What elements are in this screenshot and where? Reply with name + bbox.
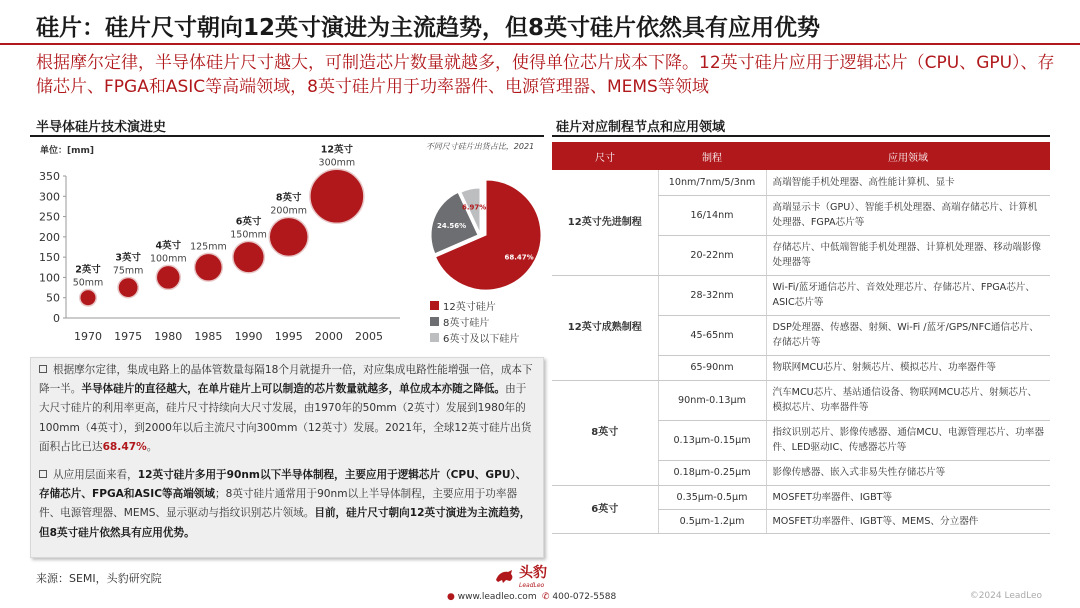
y-tick-label: 200: [39, 230, 60, 244]
pie-chart: [415, 170, 545, 300]
node-cell: 10nm/7nm/5/3nm: [658, 170, 766, 195]
legend-swatch: [430, 333, 439, 342]
table-header-node: 制程: [658, 142, 766, 170]
y-tick-label: 50: [46, 291, 60, 305]
bubble-point: [156, 265, 180, 289]
chart-unit-label: 单位：[mm]: [40, 146, 94, 156]
y-tick-label: 0: [53, 312, 60, 325]
bubble-mm-label: 75mm: [112, 265, 144, 277]
website-link[interactable]: ● www.leadleo.com: [447, 592, 537, 602]
size-cell-12-advanced: 12英寸先进制程: [552, 170, 658, 275]
legend-swatch: [430, 317, 439, 326]
leopard-logo-icon: [495, 568, 515, 584]
legend-item-8inch: 8英寸硅片: [430, 314, 489, 329]
size-cell-6inch: 6英寸: [552, 485, 658, 533]
bubble-inch-label: 12英寸: [320, 144, 354, 156]
bubble-inch-label: 3英寸: [115, 252, 141, 264]
x-tick-label: 1975: [114, 330, 143, 343]
legend-swatch: [430, 301, 439, 310]
application-cell: MOSFET功率器件、IGBT等、MEMS、分立器件: [766, 509, 1050, 533]
application-cell: Wi-Fi/蓝牙通信芯片、音效处理芯片、存储芯片、FPGA芯片、ASIC芯片等: [766, 275, 1050, 315]
x-tick-label: 1985: [194, 330, 223, 343]
page-title: 硅片：硅片尺寸朝向12英寸演进为主流趋势，但8英寸硅片依然具有应用优势: [36, 15, 821, 41]
bubble-chart: [0, 144, 410, 360]
copyright-text: ©2024 LeadLeo: [969, 591, 1042, 601]
node-cell: 45-65nm: [658, 315, 766, 355]
x-tick-label: 1995: [274, 330, 303, 343]
application-cell: 高端显示卡（GPU）、智能手机处理器、高端存储芯片、计算机处理器、FGPA芯片等: [766, 195, 1050, 235]
application-cell: 物联网MCU芯片、射频芯片、模拟芯片、功率器件等: [766, 355, 1050, 380]
right-section-divider: [552, 135, 1050, 137]
pie-slice-label: 68.47%: [504, 253, 534, 262]
y-tick-label: 250: [39, 210, 60, 224]
pie-slice-label: 24.56%: [437, 222, 467, 231]
checkbox-bullet-icon: [39, 470, 47, 478]
bubble-point: [233, 241, 264, 273]
table-header-row: [552, 142, 1050, 170]
legend-item-6inch: 6英寸及以下硅片: [430, 330, 519, 345]
intro-text: 根据摩尔定律，半导体硅片尺寸越大，可制造芯片数量就越多，使得单位芯片成本下降。12英寸硅片应用于逻辑芯片（CPU、GPU）、存储芯片、FPGA和ASIC等高端领域，8英寸硅片用于功率器件、电源管理器、MEMS等领域: [36, 53, 1055, 97]
left-section-divider: [30, 135, 544, 137]
bubble-point: [195, 253, 223, 281]
bubble-point: [80, 289, 97, 306]
size-cell-8inch: 8英寸: [552, 380, 658, 485]
application-cell: 影像传感器、嵌入式非易失性存储芯片等: [766, 460, 1050, 485]
bubble-point: [310, 169, 364, 223]
x-tick-label: 1970: [74, 330, 102, 343]
node-cell: 28-32nm: [658, 275, 766, 315]
bubble-mm-label: 100mm: [149, 253, 187, 265]
bubble-mm-label: 200mm: [270, 205, 308, 217]
node-cell: 20-22nm: [658, 235, 766, 275]
checkbox-bullet-icon: [39, 365, 47, 373]
application-cell: 汽车MCU芯片、基站通信设备、物联网MCU芯片、射频芯片、模拟芯片、功率器件等: [766, 380, 1050, 420]
summary-paragraph-2: 从应用层面来看，12英寸硅片多用于90nm以下半导体制程，主要应用于逻辑芯片（CPU、GPU）、存储芯片、FPGA和ASIC等高端领域；8英寸硅片通常用于90nm以上半导体制程，主要应用于功率器件、电源管理器、MEMS、显示驱动与指纹识别芯片领域。目前，硅片尺寸朝向12英寸演进为主流趋势，但8英寸硅片依然具有应用优势。: [39, 469, 531, 539]
left-section-title: 半导体硅片技术演进史: [36, 120, 167, 135]
summary-textbox: [30, 357, 544, 558]
summary-paragraph-1: 根据摩尔定律，集成电路上的晶体管数量每隔18个月就提升一倍，对应集成电路性能增强一倍，成本下降一半。半导体硅片的直径越大，在单片硅片上可以制造的芯片数量就越多，单位成本亦随之降低。由于大尺寸硅片的利用率更高，硅片尺寸持续向大尺寸发展，由1970年的50mm（2英寸）发展到1980年的100mm（4英寸），到2000年以后主流尺寸向300mm（12英寸）发展。2021年，全球12英寸硅片出货面积占比已达68.47%。: [39, 364, 533, 453]
bubble-inch-label: 8英寸: [275, 192, 302, 204]
phone-icon: ✆: [542, 592, 550, 602]
application-cell: MOSFET功率器件、IGBT等: [766, 485, 1050, 509]
application-cell: 存储芯片、中低端智能手机处理器、计算机处理器、移动端影像处理器等: [766, 235, 1050, 275]
x-tick-label: 1980: [154, 330, 183, 343]
bubble-point: [269, 217, 308, 256]
size-cell-12-mature: 12英寸成熟制程: [552, 275, 658, 380]
table-row: [552, 485, 1050, 509]
bubble-mm-label: 50mm: [72, 277, 104, 289]
y-tick-label: 350: [39, 170, 60, 183]
y-tick-label: 300: [39, 190, 60, 204]
application-cell: DSP处理器、传感器、射频、Wi-Fi /蓝牙/GPS/NFC通信芯片、存储芯片等: [766, 315, 1050, 355]
bubble-inch-label: 6英寸: [235, 216, 262, 228]
application-cell: 高端智能手机处理器、高性能计算机、显卡: [766, 170, 1050, 195]
table-header-size: 尺寸: [552, 142, 658, 170]
brand-logo: [495, 562, 547, 589]
y-tick-label: 150: [39, 251, 60, 265]
globe-icon: ●: [447, 592, 455, 602]
bubble-mm-label: 300mm: [318, 157, 356, 169]
right-section-title: 硅片对应制程节点和应用领域: [556, 120, 726, 135]
table-row: [552, 380, 1050, 420]
x-tick-label: 2005: [355, 330, 383, 343]
bubble-inch-label: 4英寸: [155, 240, 182, 252]
bubble-point: [118, 277, 138, 297]
table-row: [552, 170, 1050, 195]
application-cell: 指纹识别芯片、影像传感器、通信MCU、电源管理芯片、功率器件、LED驱动IC、传感器芯片等: [766, 420, 1050, 460]
legend-item-12inch: 12英寸硅片: [430, 298, 496, 313]
x-tick-label: 2000: [314, 330, 343, 343]
pie-slice-label: 6.97%: [461, 203, 487, 212]
pie-chart-title: 不同尺寸硅片出货占比，2021: [425, 142, 535, 151]
node-cell: 90nm-0.13μm: [658, 380, 766, 420]
node-cell: 0.13μm-0.15μm: [658, 420, 766, 460]
node-cell: 0.5μm-1.2μm: [658, 509, 766, 533]
table-row: [552, 275, 1050, 315]
phone-contact: ✆ 400-072-5588: [542, 592, 617, 602]
node-cell: 0.18μm-0.25μm: [658, 460, 766, 485]
brand-name: 头豹: [519, 565, 547, 581]
table-header-application: 应用领域: [766, 142, 1050, 170]
source-note: 来源：SEMI，头豹研究院: [36, 572, 162, 585]
y-tick-label: 100: [39, 271, 60, 285]
title-divider: [0, 43, 1080, 45]
bubble-inch-label: 2英寸: [75, 264, 101, 276]
bubble-mm-label: 150mm: [230, 229, 267, 241]
bubble-mm-label: 125mm: [190, 241, 227, 253]
node-cell: 65-90nm: [658, 355, 766, 380]
x-tick-label: 1990: [234, 330, 263, 343]
node-cell: 0.35μm-0.5μm: [658, 485, 766, 509]
brand-subtitle: LeadLeo: [519, 582, 545, 589]
node-cell: 16/14nm: [658, 195, 766, 235]
process-node-table: [552, 142, 1050, 534]
